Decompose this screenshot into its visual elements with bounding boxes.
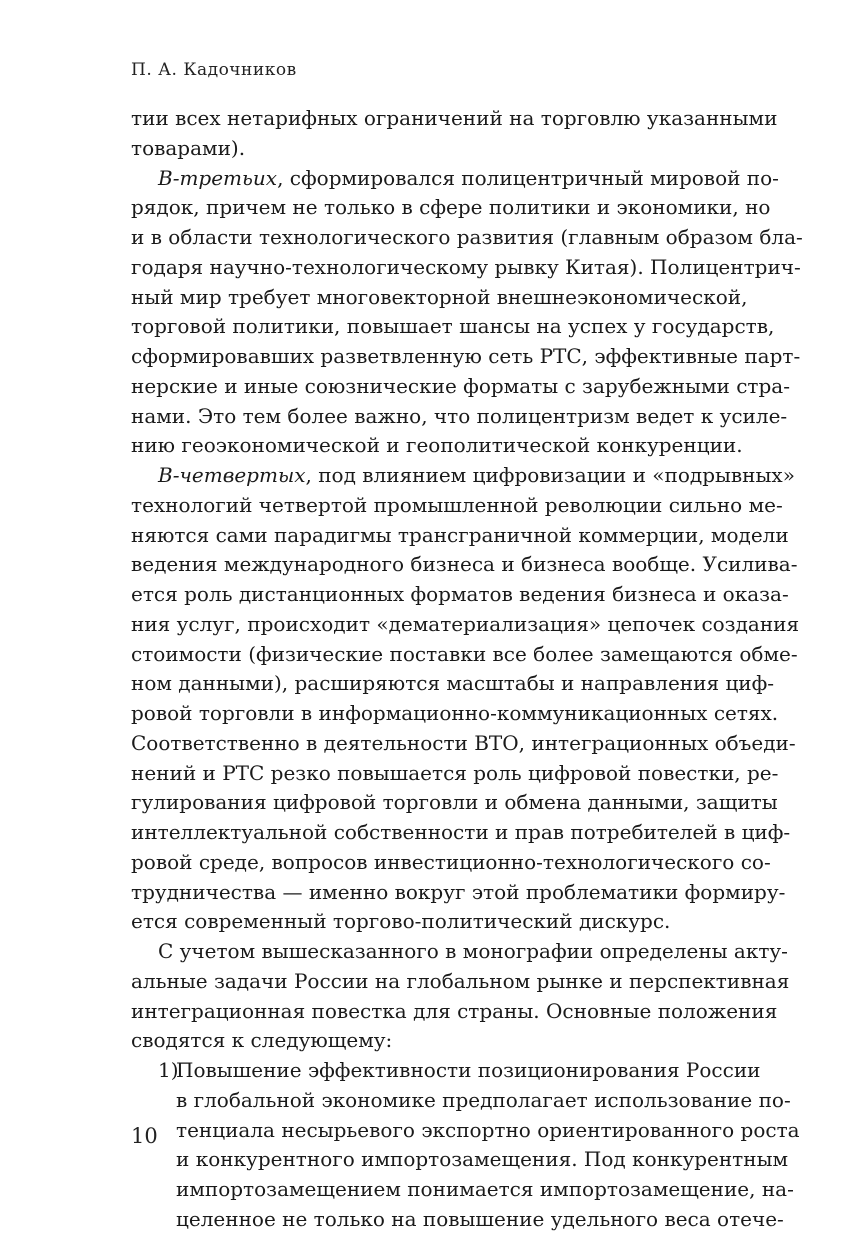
text-line: и в области технологического развития (главным образом бла- <box>131 225 803 249</box>
text-line: целенное не только на повышение удельного веса отече- <box>176 1206 784 1231</box>
list-item-first-line <box>131 1056 761 1086</box>
text-line: импортозамещением понимается импортозамещение, на- <box>176 1177 794 1201</box>
text-line: сформировавших разветвленную сеть РТС, эффективные парт- <box>131 344 801 368</box>
text-line: , под влиянием цифровизации и «подрывных» <box>305 463 795 487</box>
text-line: ется современный торгово-политический дискурс. <box>131 909 671 934</box>
page-body <box>131 104 803 1235</box>
text-line: ровой среде, вопросов инвестиционно-технологического со- <box>131 849 771 874</box>
italic-lead-word: В-третьих <box>158 165 278 190</box>
text-line: ровой торговли в информационно-коммуникационных сетях. <box>131 701 779 725</box>
text-line: стоимости (физические поставки все более замещаются обме- <box>131 641 798 666</box>
running-head: П. А. Кадочников <box>131 60 297 80</box>
text-line: гулирования цифровой торговли и обмена данными, защиты <box>131 790 778 815</box>
text-line: рядок, причем не только в сфере политики и экономики, но <box>131 195 771 220</box>
text-line: трудничества — именно вокруг этой проблематики формиру- <box>131 879 786 904</box>
text-line: нерские и иные союзнические форматы с зарубежными стра- <box>131 373 790 398</box>
text-line: годаря научно-технологическому рывку Китая). Полицентрич- <box>131 254 801 279</box>
text-line: , сформировался полицентричный мировой по- <box>277 165 779 190</box>
text-line: альные задачи России на глобальном рынке и перспективная <box>131 968 790 993</box>
text-line: ведения международного бизнеса и бизнеса вообще. Усилива- <box>131 552 798 577</box>
page-number: 10 <box>131 1124 158 1148</box>
paragraph-first-line <box>131 164 779 194</box>
paragraph-first-line: С учетом вышесказанного в монографии определены акту- <box>158 939 788 963</box>
text-line: технологий четвертой промышленной революции сильно ме- <box>131 492 783 517</box>
text-line: сводятся к следующему: <box>131 1028 393 1053</box>
text-line: нами. Это тем более важно, что полицентризм ведет к усиле- <box>131 403 788 428</box>
text-line: тенциала несырьевого экспортно ориентированного роста <box>176 1117 800 1142</box>
text-line: ется роль дистанционных форматов ведения бизнеса и оказа- <box>131 582 789 606</box>
text-line: в глобальной экономике предполагает использование по- <box>176 1087 791 1112</box>
text-line: интеллектуальной собственности и прав потребителей в циф- <box>131 820 791 844</box>
text-line: тии всех нетарифных ограничений на торговлю указанными <box>131 106 778 130</box>
list-item-number: 1) <box>158 1058 179 1082</box>
text-line: товарами). <box>131 135 246 160</box>
text-line: няются сами парадигмы трансграничной коммерции, модели <box>131 522 789 547</box>
text-line: нений и РТС резко повышается роль цифровой повестки, ре- <box>131 760 779 785</box>
text-line: ный мир требует многовекторной внешнеэкономической, <box>131 284 748 309</box>
text-line: торговой политики, повышает шансы на успех у государств, <box>131 314 775 339</box>
text-line: ния услуг, происходит «дематериализация» цепочек создания <box>131 611 800 636</box>
text-line: Повышение эффективности позиционирования России <box>176 1058 761 1082</box>
text-line: Соответственно в деятельности ВТО, интеграционных объеди- <box>131 730 796 755</box>
text-line: нию геоэкономической и геополитической конкуренции. <box>131 433 743 458</box>
paragraph-first-line <box>131 461 795 491</box>
text-line: интеграционная повестка для страны. Основные положения <box>131 998 778 1023</box>
italic-lead-word: В-четвертых <box>158 463 306 487</box>
text-line: ном данными), расширяются масштабы и направления циф- <box>131 671 775 696</box>
text-line: и конкурентного импортозамещения. Под конкурентным <box>176 1147 789 1172</box>
